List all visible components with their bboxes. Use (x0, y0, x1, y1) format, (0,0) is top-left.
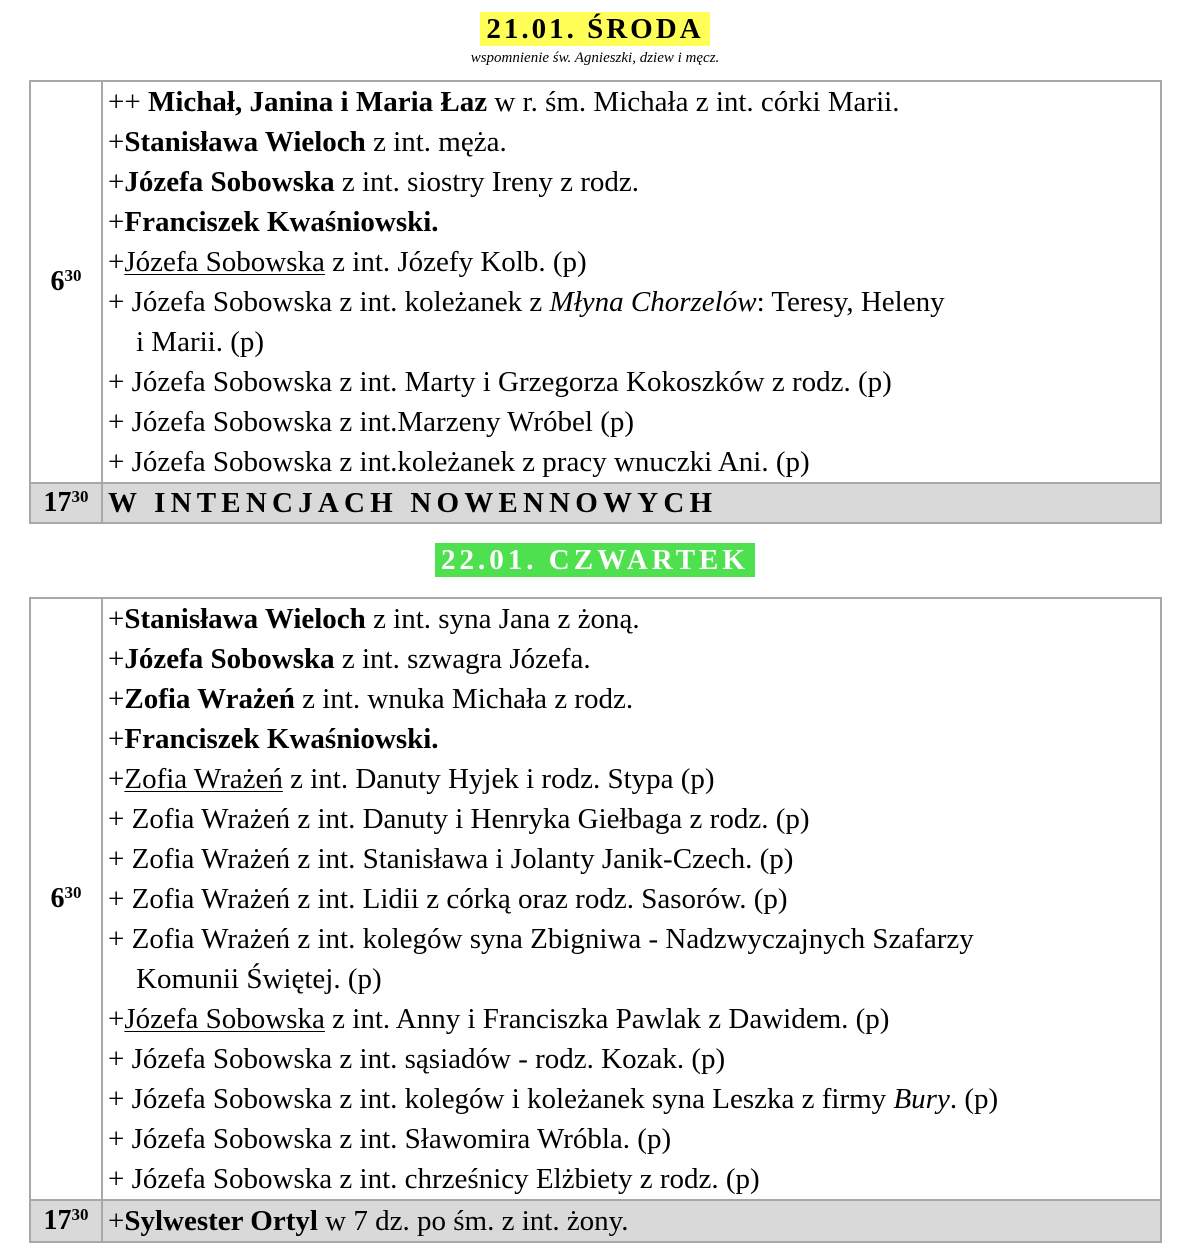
cross-mark: + (108, 126, 125, 158)
deceased-name-underlined: Zofia Wrażeń (124, 763, 283, 795)
deceased-name: Franciszek Kwaśniowski. (124, 723, 439, 755)
intention-line (108, 282, 1156, 322)
intention-line (108, 759, 1156, 799)
morning-mass-row (30, 598, 1161, 1200)
intention-line (108, 719, 1156, 759)
intention-line (108, 1159, 1156, 1199)
intentions-list (102, 598, 1161, 1200)
cross-mark: + (108, 166, 125, 198)
intention-line (108, 679, 1156, 719)
mass-time: $17^{30}$ (30, 483, 102, 523)
cross-mark: + (108, 246, 125, 278)
intention-line (108, 202, 1156, 242)
cross-mark: + (108, 923, 125, 955)
intention-text: w r. śm. Michała z int. córki Marii. (487, 86, 900, 118)
cross-mark: + (108, 406, 125, 438)
memorial-note: wspomnienie św. Agnieszki, dziew i męcz. (470, 50, 720, 66)
intention-text: Józefa Sobowska z int. chrześnicy Elżbiety z rodz. (p) (124, 1163, 760, 1195)
deceased-name: Franciszek Kwaśniowski. (124, 206, 439, 238)
intention-text: z int. Józefy Kolb. (p) (324, 246, 587, 278)
intention-line (108, 799, 1156, 839)
intention-line (108, 402, 1156, 442)
intention-text: Zofia Wrażeń z int. Lidii z córką oraz rodz. Sasorów. (p) (124, 883, 788, 915)
intention-text: z int. wnuka Michała z rodz. (294, 683, 634, 715)
deceased-name: Zofia Wrażeń (124, 683, 295, 715)
cross-mark: + (108, 723, 125, 755)
deceased-name-underlined: Józefa Sobowska (124, 246, 325, 278)
intention-line (108, 1079, 1156, 1119)
intention-text: Józefa Sobowska z int. koleżanek z (124, 286, 550, 318)
day-title: 22.01. CZWARTEK (435, 543, 755, 577)
mass-table-thursday (29, 597, 1162, 1243)
cross-mark: + (108, 1123, 125, 1155)
cross-mark: + (108, 643, 125, 675)
intention-line (108, 82, 1156, 122)
evening-mass-row (30, 483, 1161, 523)
intention-text: Józefa Sobowska z int. Marty i Grzegorza Kokoszków z rodz. (p) (124, 366, 892, 398)
intention-line (108, 122, 1156, 162)
novena-intentions: W INTENCJACH NOWENNOWYCH (108, 487, 718, 519)
day-title: 21.01. ŚRODA (480, 12, 709, 46)
evening-mass-row (30, 1200, 1161, 1242)
cross-mark: + (108, 683, 125, 715)
intention-line: +Sylwester Ortyl w 7 dz. po śm. z int. żony. (108, 1205, 629, 1237)
intention-line (108, 999, 1156, 1039)
cross-mark: ++ (108, 86, 148, 118)
cross-mark: + (108, 1043, 125, 1075)
intention-line (108, 1119, 1156, 1159)
morning-mass-row (30, 81, 1161, 483)
place-name: Bury (893, 1083, 950, 1115)
intention-text: Józefa Sobowska z int. sąsiadów - rodz. Kozak. (p) (124, 1043, 726, 1075)
deceased-name: Michał, Janina i Maria Łaz (147, 86, 488, 118)
intention-continuation: Komunii Świętej. (p) (136, 963, 382, 995)
cross-mark: + (108, 206, 125, 238)
intention-line (108, 879, 1156, 919)
intention-text: Zofia Wrażeń z int. Danuty i Henryka Giełbaga z rodz. (p) (124, 803, 810, 835)
intention-line (108, 162, 1156, 202)
intention-text: . (p) (949, 1083, 999, 1115)
intention-text: Zofia Wrażeń z int. Stanisława i Jolanty Janik-Czech. (p) (124, 843, 794, 875)
mass-table-wednesday (29, 80, 1162, 524)
intention-text: z int. siostry Ireny z rodz. (334, 166, 640, 198)
cross-mark: + (108, 446, 125, 478)
intention-text: Józefa Sobowska z int.koleżanek z pracy wnuczki Ani. (p) (124, 446, 810, 478)
intention-continuation: i Marii. (p) (136, 326, 265, 358)
cross-mark: + (108, 843, 125, 875)
intention-line (108, 639, 1156, 679)
cross-mark: + (108, 803, 125, 835)
intentions-list (102, 81, 1161, 483)
deceased-name: Stanisława Wieloch (124, 126, 366, 158)
cross-mark: + (108, 1163, 125, 1195)
cross-mark: + (108, 366, 125, 398)
intention-line (108, 1039, 1156, 1079)
cross-mark: + (108, 286, 125, 318)
intention-text: : Teresy, Heleny (756, 286, 945, 318)
intention-text: Józefa Sobowska z int. kolegów i koleżanek syna Leszka z firmy (124, 1083, 894, 1115)
intention-text: z int. męża. (365, 126, 507, 158)
day-header-thursday (0, 543, 1190, 577)
intention-line (108, 242, 1156, 282)
cross-mark: + (108, 1083, 125, 1115)
intention-text: z int. Danuty Hyjek i rodz. Stypa (p) (282, 763, 715, 795)
cross-mark: + (108, 603, 125, 635)
mass-time: $6^{30}$ (30, 81, 102, 483)
intention-text: Zofia Wrażeń z int. kolegów syna Zbigniwa - Nadzwyczajnych Szafarzy (124, 923, 974, 955)
intention-text: z int. szwagra Józefa. (334, 643, 591, 675)
deceased-name: Józefa Sobowska (124, 643, 335, 675)
day-header-wednesday (0, 12, 1190, 68)
intentions-list (102, 483, 1161, 523)
cross-mark: + (108, 883, 125, 915)
mass-time: $17^{30}$ (30, 1200, 102, 1242)
place-name: Młyna Chorzelów (549, 286, 757, 318)
intentions-list (102, 1200, 1161, 1242)
intention-text: z int. syna Jana z żoną. (365, 603, 640, 635)
intention-line (108, 442, 1156, 482)
intention-line (108, 919, 1156, 959)
intention-text: w 7 dz. po śm. z int. żony. (317, 1205, 629, 1237)
deceased-name-underlined: Józefa Sobowska (124, 1003, 325, 1035)
mass-time: $6^{30}$ (30, 598, 102, 1200)
intention-text: Józefa Sobowska z int.Marzeny Wróbel (p) (124, 406, 635, 438)
intention-text: z int. Anny i Franciszka Pawlak z Dawidem. (p) (324, 1003, 890, 1035)
cross-mark: + (108, 1003, 125, 1035)
deceased-name: Stanisława Wieloch (124, 603, 366, 635)
intention-line (108, 599, 1156, 639)
cross-mark: + (108, 763, 125, 795)
deceased-name: Sylwester Ortyl (124, 1205, 318, 1237)
deceased-name: Józefa Sobowska (124, 166, 335, 198)
intention-line (108, 839, 1156, 879)
intention-text: Józefa Sobowska z int. Sławomira Wróbla. (p) (124, 1123, 672, 1155)
intention-line (108, 362, 1156, 402)
